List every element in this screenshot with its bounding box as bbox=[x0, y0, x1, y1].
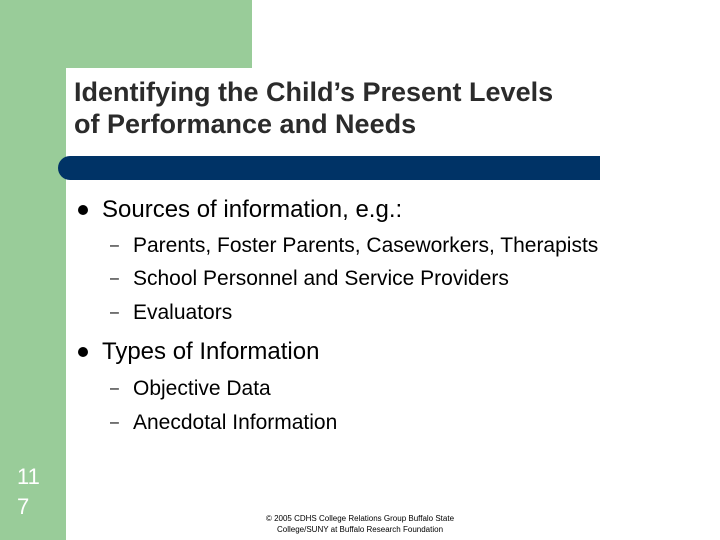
dash-marker: – bbox=[110, 270, 119, 287]
subbullet-text: Objective Data bbox=[133, 377, 271, 400]
dash-marker: – bbox=[110, 380, 119, 397]
copyright-line-1: © 2005 CDHS College Relations Group Buffalo State bbox=[265, 514, 455, 523]
bullet-dot-icon bbox=[78, 205, 88, 215]
slide-title bbox=[74, 76, 694, 140]
slide-title-line-1: Identifying the Child’s Present Levels bbox=[74, 77, 554, 107]
subbullet-text: Evaluators bbox=[133, 301, 233, 324]
sidebar-accent bbox=[0, 0, 66, 540]
subbullet-text: Anecdotal Information bbox=[133, 411, 338, 434]
slide-number bbox=[17, 462, 57, 522]
slide-title-line-2: of Performance and Needs bbox=[74, 109, 417, 139]
slide-number-line-1: 11 bbox=[17, 464, 40, 489]
slide-number-line-2: 7 bbox=[17, 494, 30, 519]
subbullet-text: Parents, Foster Parents, Caseworkers, Therapists bbox=[133, 234, 599, 257]
dash-marker: – bbox=[110, 414, 119, 431]
top-accent-band bbox=[66, 0, 252, 68]
bullet-text: Types of Information bbox=[102, 338, 320, 365]
bullet-dot-icon bbox=[78, 347, 88, 357]
bullet-text: Sources of information, e.g.: bbox=[102, 196, 403, 223]
subbullet-text: School Personnel and Service Providers bbox=[133, 267, 509, 290]
dash-marker: – bbox=[110, 304, 119, 321]
copyright-footer bbox=[220, 513, 500, 535]
copyright-line-2: College/SUNY at Buffalo Research Foundation bbox=[276, 525, 444, 534]
title-underline-bar bbox=[58, 156, 600, 180]
dash-marker: – bbox=[110, 237, 119, 254]
